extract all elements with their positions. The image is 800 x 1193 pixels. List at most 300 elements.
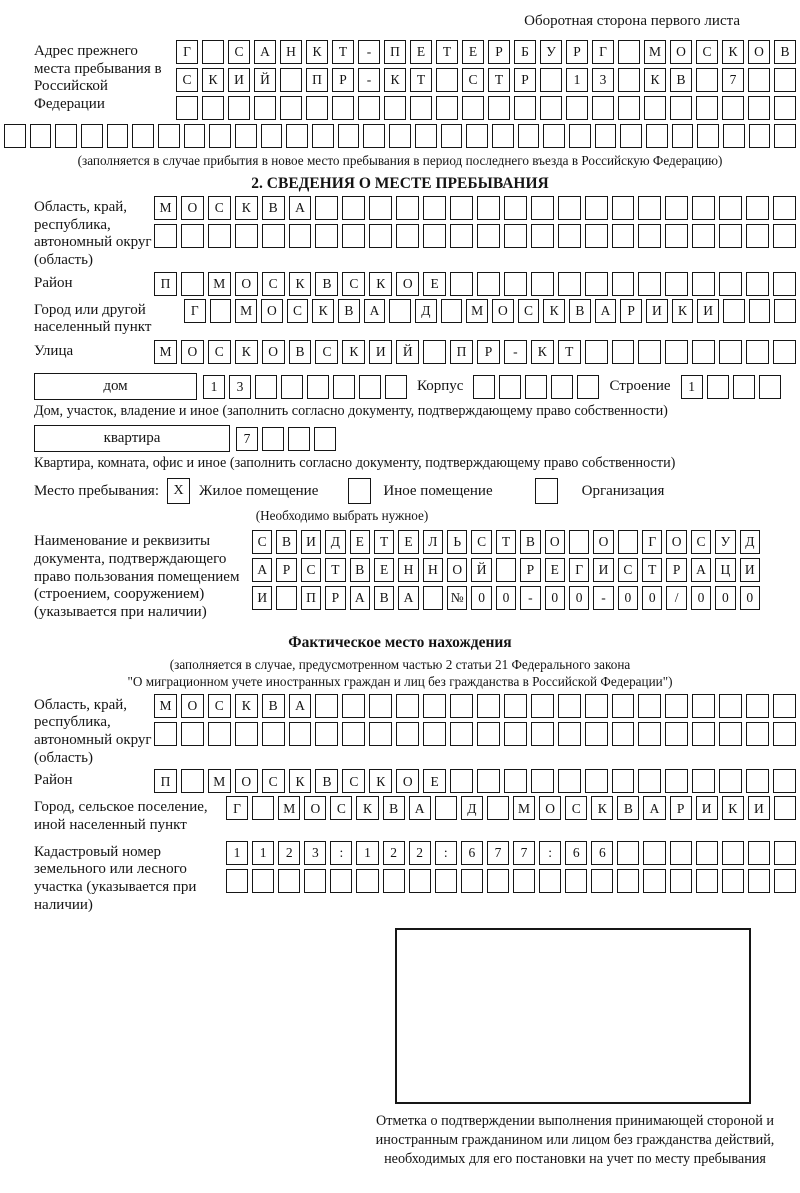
char-box[interactable]: 0: [642, 586, 662, 610]
char-box[interactable]: [696, 869, 718, 893]
char-box[interactable]: П: [154, 272, 177, 296]
char-box[interactable]: Д: [415, 299, 437, 323]
char-box[interactable]: [450, 224, 473, 248]
char-box[interactable]: [638, 340, 661, 364]
char-box[interactable]: [107, 124, 129, 148]
char-box[interactable]: Г: [184, 299, 206, 323]
char-box[interactable]: Р: [332, 68, 354, 92]
char-box[interactable]: [722, 841, 744, 865]
char-box[interactable]: [696, 68, 718, 92]
char-box[interactable]: Р: [276, 558, 296, 582]
char-box[interactable]: [55, 124, 77, 148]
char-box[interactable]: [746, 722, 769, 746]
char-box[interactable]: :: [330, 841, 352, 865]
char-box[interactable]: [773, 272, 796, 296]
char-box[interactable]: [369, 694, 392, 718]
char-box[interactable]: [158, 124, 180, 148]
char-box[interactable]: [774, 841, 796, 865]
char-box[interactable]: [612, 722, 635, 746]
char-box[interactable]: Т: [436, 40, 458, 64]
char-box[interactable]: К: [235, 196, 258, 220]
char-box[interactable]: 7: [236, 427, 258, 451]
char-box[interactable]: [531, 769, 554, 793]
char-box[interactable]: Т: [410, 68, 432, 92]
char-box[interactable]: Г: [226, 796, 248, 820]
char-box[interactable]: В: [520, 530, 540, 554]
char-box[interactable]: [692, 722, 715, 746]
char-box[interactable]: [558, 196, 581, 220]
char-box[interactable]: В: [569, 299, 591, 323]
char-box[interactable]: Р: [520, 558, 540, 582]
char-box[interactable]: М: [208, 272, 231, 296]
char-box[interactable]: [208, 224, 231, 248]
char-box[interactable]: [4, 124, 26, 148]
char-box[interactable]: [423, 340, 446, 364]
char-box[interactable]: 7: [722, 68, 744, 92]
house-type-box[interactable]: дом: [34, 373, 197, 400]
char-box[interactable]: [330, 869, 352, 893]
char-box[interactable]: С: [342, 272, 365, 296]
char-box[interactable]: В: [262, 694, 285, 718]
char-box[interactable]: [423, 694, 446, 718]
char-box[interactable]: 1: [681, 375, 703, 399]
char-box[interactable]: [612, 769, 635, 793]
char-box[interactable]: [389, 124, 411, 148]
char-box[interactable]: [518, 124, 540, 148]
char-box[interactable]: Е: [423, 769, 446, 793]
char-box[interactable]: [585, 722, 608, 746]
char-box[interactable]: 0: [545, 586, 565, 610]
char-box[interactable]: [665, 272, 688, 296]
char-box[interactable]: 2: [409, 841, 431, 865]
char-box[interactable]: Е: [398, 530, 418, 554]
char-box[interactable]: [504, 272, 527, 296]
char-box[interactable]: [369, 722, 392, 746]
char-box[interactable]: С: [208, 196, 231, 220]
char-box[interactable]: 6: [565, 841, 587, 865]
char-box[interactable]: [692, 272, 715, 296]
char-box[interactable]: [618, 68, 640, 92]
char-box[interactable]: [759, 375, 781, 399]
char-box[interactable]: [643, 841, 665, 865]
char-box[interactable]: Т: [325, 558, 345, 582]
char-box[interactable]: К: [289, 769, 312, 793]
char-box[interactable]: [746, 272, 769, 296]
char-box[interactable]: 6: [461, 841, 483, 865]
char-box[interactable]: М: [235, 299, 257, 323]
char-box[interactable]: [281, 375, 303, 399]
char-box[interactable]: 0: [691, 586, 711, 610]
char-box[interactable]: [585, 224, 608, 248]
char-box[interactable]: Е: [410, 40, 432, 64]
char-box[interactable]: [565, 869, 587, 893]
char-box[interactable]: С: [252, 530, 272, 554]
char-box[interactable]: Д: [325, 530, 345, 554]
char-box[interactable]: [396, 224, 419, 248]
char-box[interactable]: К: [591, 796, 613, 820]
char-box[interactable]: [746, 694, 769, 718]
char-box[interactable]: [306, 96, 328, 120]
char-box[interactable]: С: [462, 68, 484, 92]
char-box[interactable]: [774, 299, 796, 323]
char-box[interactable]: Р: [488, 40, 510, 64]
char-box[interactable]: [774, 124, 796, 148]
char-box[interactable]: И: [369, 340, 392, 364]
char-box[interactable]: [477, 694, 500, 718]
char-box[interactable]: [617, 841, 639, 865]
char-box[interactable]: [638, 769, 661, 793]
char-box[interactable]: И: [252, 586, 272, 610]
char-box[interactable]: М: [278, 796, 300, 820]
char-box[interactable]: П: [306, 68, 328, 92]
char-box[interactable]: [719, 224, 742, 248]
char-box[interactable]: Т: [374, 530, 394, 554]
char-box[interactable]: Е: [423, 272, 446, 296]
char-box[interactable]: [540, 68, 562, 92]
char-box[interactable]: С: [208, 340, 231, 364]
char-box[interactable]: [358, 96, 380, 120]
char-box[interactable]: [262, 427, 284, 451]
char-box[interactable]: Г: [569, 558, 589, 582]
char-box[interactable]: К: [342, 340, 365, 364]
char-box[interactable]: 1: [356, 841, 378, 865]
char-box[interactable]: 0: [471, 586, 491, 610]
char-box[interactable]: [441, 299, 463, 323]
char-box[interactable]: С: [262, 769, 285, 793]
char-box[interactable]: [462, 96, 484, 120]
char-box[interactable]: [665, 722, 688, 746]
char-box[interactable]: [280, 68, 302, 92]
char-box[interactable]: [307, 375, 329, 399]
char-box[interactable]: [338, 124, 360, 148]
char-box[interactable]: [531, 196, 554, 220]
char-box[interactable]: [436, 68, 458, 92]
char-box[interactable]: К: [369, 769, 392, 793]
char-box[interactable]: М: [154, 340, 177, 364]
char-box[interactable]: [202, 40, 224, 64]
char-box[interactable]: [278, 869, 300, 893]
char-box[interactable]: [719, 694, 742, 718]
char-box[interactable]: [235, 124, 257, 148]
char-box[interactable]: С: [301, 558, 321, 582]
char-box[interactable]: [423, 586, 443, 610]
char-box[interactable]: [585, 272, 608, 296]
char-box[interactable]: [487, 869, 509, 893]
char-box[interactable]: [513, 869, 535, 893]
char-box[interactable]: [774, 68, 796, 92]
char-box[interactable]: [289, 224, 312, 248]
char-box[interactable]: [531, 722, 554, 746]
char-box[interactable]: Р: [514, 68, 536, 92]
char-box[interactable]: [30, 124, 52, 148]
char-box[interactable]: [525, 375, 547, 399]
char-box[interactable]: О: [539, 796, 561, 820]
char-box[interactable]: О: [748, 40, 770, 64]
char-box[interactable]: О: [262, 340, 285, 364]
char-box[interactable]: Й: [471, 558, 491, 582]
char-box[interactable]: -: [358, 40, 380, 64]
char-box[interactable]: [543, 124, 565, 148]
char-box[interactable]: [359, 375, 381, 399]
char-box[interactable]: О: [545, 530, 565, 554]
char-box[interactable]: [722, 96, 744, 120]
char-box[interactable]: Р: [566, 40, 588, 64]
char-box[interactable]: [672, 124, 694, 148]
char-box[interactable]: [315, 694, 338, 718]
char-box[interactable]: К: [384, 68, 406, 92]
char-box[interactable]: [342, 722, 365, 746]
char-box[interactable]: [746, 769, 769, 793]
char-box[interactable]: [773, 722, 796, 746]
char-box[interactable]: С: [208, 694, 231, 718]
char-box[interactable]: С: [518, 299, 540, 323]
char-box[interactable]: [289, 722, 312, 746]
char-box[interactable]: О: [235, 769, 258, 793]
char-box[interactable]: [697, 124, 719, 148]
char-box[interactable]: [396, 196, 419, 220]
char-box[interactable]: [488, 96, 510, 120]
char-box[interactable]: К: [235, 340, 258, 364]
char-box[interactable]: [722, 869, 744, 893]
char-box[interactable]: [746, 196, 769, 220]
char-box[interactable]: [531, 224, 554, 248]
char-box[interactable]: Р: [620, 299, 642, 323]
char-box[interactable]: [369, 196, 392, 220]
char-box[interactable]: С: [228, 40, 250, 64]
char-box[interactable]: [577, 375, 599, 399]
char-box[interactable]: [531, 694, 554, 718]
char-box[interactable]: А: [289, 196, 312, 220]
char-box[interactable]: [492, 124, 514, 148]
char-box[interactable]: В: [289, 340, 312, 364]
char-box[interactable]: [620, 124, 642, 148]
char-box[interactable]: [504, 769, 527, 793]
char-box[interactable]: О: [304, 796, 326, 820]
char-box[interactable]: [665, 340, 688, 364]
char-box[interactable]: А: [409, 796, 431, 820]
char-box[interactable]: [531, 272, 554, 296]
char-box[interactable]: 0: [618, 586, 638, 610]
char-box[interactable]: 0: [496, 586, 516, 610]
char-box[interactable]: [748, 841, 770, 865]
checkbox-other-premises[interactable]: [348, 478, 371, 504]
char-box[interactable]: [286, 124, 308, 148]
char-box[interactable]: [396, 722, 419, 746]
char-box[interactable]: [280, 96, 302, 120]
char-box[interactable]: [254, 96, 276, 120]
char-box[interactable]: [262, 722, 285, 746]
char-box[interactable]: [332, 96, 354, 120]
char-box[interactable]: [585, 769, 608, 793]
char-box[interactable]: Т: [488, 68, 510, 92]
char-box[interactable]: И: [748, 796, 770, 820]
char-box[interactable]: [315, 722, 338, 746]
char-box[interactable]: [696, 841, 718, 865]
char-box[interactable]: О: [492, 299, 514, 323]
char-box[interactable]: [235, 722, 258, 746]
char-box[interactable]: С: [287, 299, 309, 323]
char-box[interactable]: [504, 722, 527, 746]
char-box[interactable]: Й: [254, 68, 276, 92]
char-box[interactable]: [504, 196, 527, 220]
char-box[interactable]: И: [646, 299, 668, 323]
char-box[interactable]: [612, 272, 635, 296]
char-box[interactable]: [262, 224, 285, 248]
char-box[interactable]: [773, 340, 796, 364]
char-box[interactable]: [617, 869, 639, 893]
char-box[interactable]: Г: [176, 40, 198, 64]
char-box[interactable]: [154, 722, 177, 746]
apartment-type-box[interactable]: квартира: [34, 425, 230, 452]
char-box[interactable]: 7: [513, 841, 535, 865]
char-box[interactable]: [226, 869, 248, 893]
char-box[interactable]: И: [301, 530, 321, 554]
char-box[interactable]: [385, 375, 407, 399]
char-box[interactable]: [748, 96, 770, 120]
char-box[interactable]: [558, 694, 581, 718]
char-box[interactable]: [435, 796, 457, 820]
char-box[interactable]: И: [228, 68, 250, 92]
char-box[interactable]: [252, 869, 274, 893]
char-box[interactable]: М: [154, 694, 177, 718]
char-box[interactable]: К: [202, 68, 224, 92]
char-box[interactable]: [181, 722, 204, 746]
char-box[interactable]: [692, 340, 715, 364]
char-box[interactable]: [733, 375, 755, 399]
char-box[interactable]: /: [666, 586, 686, 610]
char-box[interactable]: К: [235, 694, 258, 718]
char-box[interactable]: [665, 196, 688, 220]
char-box[interactable]: В: [315, 272, 338, 296]
char-box[interactable]: №: [447, 586, 467, 610]
char-box[interactable]: [342, 196, 365, 220]
char-box[interactable]: [585, 196, 608, 220]
char-box[interactable]: [723, 299, 745, 323]
char-box[interactable]: О: [593, 530, 613, 554]
char-box[interactable]: [409, 869, 431, 893]
char-box[interactable]: С: [618, 558, 638, 582]
char-box[interactable]: [692, 769, 715, 793]
char-box[interactable]: [774, 96, 796, 120]
char-box[interactable]: С: [315, 340, 338, 364]
char-box[interactable]: В: [617, 796, 639, 820]
char-box[interactable]: [638, 272, 661, 296]
char-box[interactable]: [369, 224, 392, 248]
char-box[interactable]: [184, 124, 206, 148]
char-box[interactable]: Г: [642, 530, 662, 554]
char-box[interactable]: [638, 722, 661, 746]
char-box[interactable]: Р: [670, 796, 692, 820]
char-box[interactable]: Н: [398, 558, 418, 582]
char-box[interactable]: П: [450, 340, 473, 364]
char-box[interactable]: И: [696, 796, 718, 820]
char-box[interactable]: [665, 769, 688, 793]
checkbox-organization[interactable]: [535, 478, 558, 504]
char-box[interactable]: В: [774, 40, 796, 64]
char-box[interactable]: [585, 340, 608, 364]
char-box[interactable]: В: [383, 796, 405, 820]
char-box[interactable]: Р: [325, 586, 345, 610]
char-box[interactable]: П: [384, 40, 406, 64]
char-box[interactable]: В: [350, 558, 370, 582]
char-box[interactable]: 2: [383, 841, 405, 865]
char-box[interactable]: [466, 124, 488, 148]
char-box[interactable]: [670, 869, 692, 893]
char-box[interactable]: [504, 224, 527, 248]
char-box[interactable]: П: [301, 586, 321, 610]
char-box[interactable]: [450, 769, 473, 793]
char-box[interactable]: О: [396, 769, 419, 793]
char-box[interactable]: С: [342, 769, 365, 793]
char-box[interactable]: Б: [514, 40, 536, 64]
char-box[interactable]: О: [181, 340, 204, 364]
char-box[interactable]: О: [181, 694, 204, 718]
char-box[interactable]: Л: [423, 530, 443, 554]
char-box[interactable]: [618, 96, 640, 120]
char-box[interactable]: [696, 96, 718, 120]
char-box[interactable]: А: [398, 586, 418, 610]
char-box[interactable]: :: [435, 841, 457, 865]
char-box[interactable]: [181, 769, 204, 793]
char-box[interactable]: [210, 299, 232, 323]
char-box[interactable]: [558, 224, 581, 248]
char-box[interactable]: В: [315, 769, 338, 793]
char-box[interactable]: [719, 769, 742, 793]
char-box[interactable]: -: [520, 586, 540, 610]
char-box[interactable]: [539, 869, 561, 893]
char-box[interactable]: [723, 124, 745, 148]
char-box[interactable]: [558, 769, 581, 793]
char-box[interactable]: [670, 841, 692, 865]
char-box[interactable]: [585, 694, 608, 718]
char-box[interactable]: [477, 769, 500, 793]
char-box[interactable]: А: [289, 694, 312, 718]
char-box[interactable]: Г: [592, 40, 614, 64]
char-box[interactable]: [638, 224, 661, 248]
char-box[interactable]: [746, 340, 769, 364]
char-box[interactable]: :: [539, 841, 561, 865]
char-box[interactable]: Е: [374, 558, 394, 582]
char-box[interactable]: [441, 124, 463, 148]
char-box[interactable]: [473, 375, 495, 399]
char-box[interactable]: М: [513, 796, 535, 820]
char-box[interactable]: В: [670, 68, 692, 92]
char-box[interactable]: 7: [487, 841, 509, 865]
char-box[interactable]: У: [540, 40, 562, 64]
char-box[interactable]: [176, 96, 198, 120]
char-box[interactable]: И: [593, 558, 613, 582]
char-box[interactable]: Н: [423, 558, 443, 582]
char-box[interactable]: [423, 224, 446, 248]
char-box[interactable]: [450, 196, 473, 220]
char-box[interactable]: О: [396, 272, 419, 296]
char-box[interactable]: [208, 722, 231, 746]
char-box[interactable]: [569, 530, 589, 554]
char-box[interactable]: 3: [304, 841, 326, 865]
char-box[interactable]: В: [374, 586, 394, 610]
char-box[interactable]: [383, 869, 405, 893]
char-box[interactable]: Т: [332, 40, 354, 64]
char-box[interactable]: [477, 196, 500, 220]
char-box[interactable]: [719, 340, 742, 364]
char-box[interactable]: П: [154, 769, 177, 793]
char-box[interactable]: С: [330, 796, 352, 820]
char-box[interactable]: [749, 124, 771, 148]
char-box[interactable]: [569, 124, 591, 148]
char-box[interactable]: [773, 694, 796, 718]
char-box[interactable]: [384, 96, 406, 120]
char-box[interactable]: Н: [280, 40, 302, 64]
